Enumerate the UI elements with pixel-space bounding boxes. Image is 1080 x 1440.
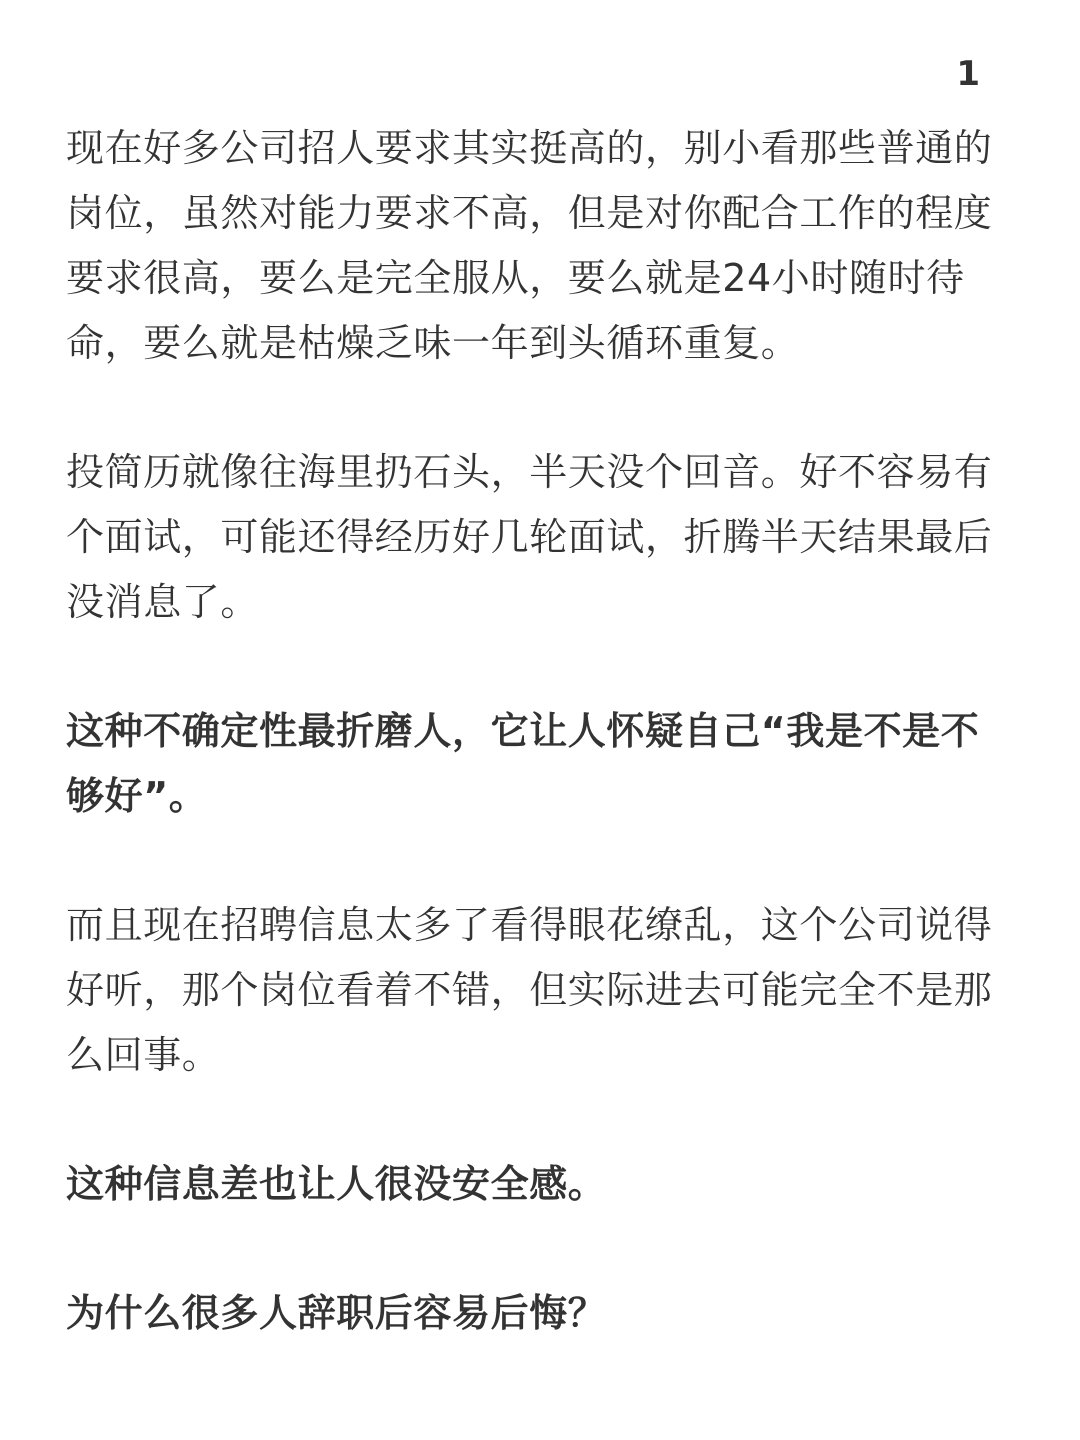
page-number: 1	[956, 54, 980, 94]
paragraph-job-info: 而且现在招聘信息太多了看得眼花缭乱，这个公司说得好听，那个岗位看着不错，但实际进去可能完全不是那么回事。	[66, 903, 993, 1077]
paragraph-resume: 投简历就像往海里扔石头，半天没个回音。好不容易有个面试，可能还得经历好几轮面试，折腾半天结果最后没消息了。	[66, 450, 993, 624]
paragraph-question: 为什么很多人辞职后容易后悔？	[66, 1291, 607, 1335]
article-body	[66, 116, 1016, 1410]
paragraph-requirements: 现在好多公司招人要求其实挺高的，别小看那些普通的岗位，虽然对能力要求不高，但是对你配合工作的程度要求很高，要么是完全服从，要么就是24小时随时待命，要么就是枯燥乏味一年到头循环重复。	[66, 126, 993, 365]
paragraph-info-gap: 这种信息差也让人很没安全感。	[66, 1162, 607, 1206]
paragraph-uncertainty: 这种不确定性最折磨人，它让人怀疑自己“我是不是不够好”。	[66, 709, 980, 818]
